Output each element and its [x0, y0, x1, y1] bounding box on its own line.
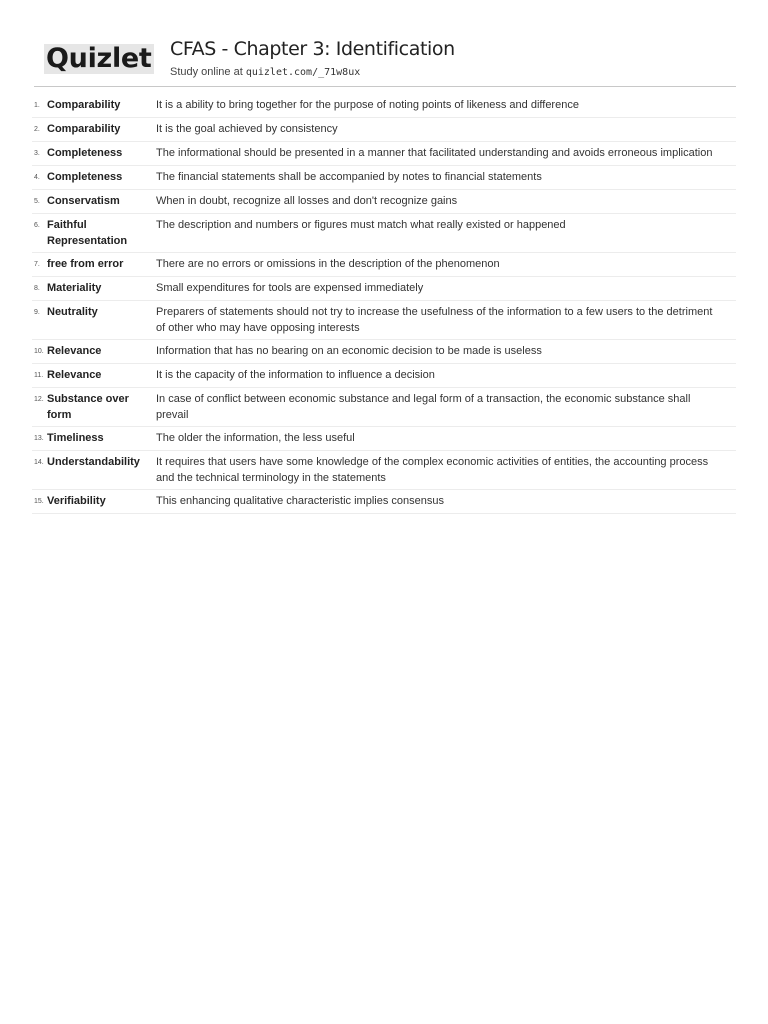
term-row [32, 388, 736, 427]
term-name: Materiality [47, 282, 102, 294]
term-definition: It is a ability to bring together for the purpose of noting points of likeness and difference [156, 99, 579, 111]
term-definition: It is the capacity of the information to influence a decision [156, 369, 435, 381]
term-name: Substance over form [47, 393, 129, 421]
term-number: 3. [34, 150, 40, 157]
term-definition: The older the information, the less useful [156, 432, 355, 444]
term-definition: Preparers of statements should not try to increase the usefulness of the information to a few users to the detriment of other who may have opposing interests [156, 306, 713, 334]
term-name: Completeness [47, 171, 123, 183]
study-online-label: Study online at [170, 66, 246, 78]
term-definition: The financial statements shall be accompanied by notes to financial statements [156, 171, 542, 183]
term-row [32, 118, 736, 142]
term-name: Relevance [47, 369, 102, 381]
term-row [32, 253, 736, 277]
term-row [32, 451, 736, 490]
term-name: Relevance [47, 345, 102, 357]
term-definition: It is the goal achieved by consistency [156, 123, 338, 135]
term-definition: When in doubt, recognize all losses and don't recognize gains [156, 195, 458, 207]
term-number: 13. [34, 435, 44, 442]
term-number: 8. [34, 285, 40, 292]
term-number: 9. [34, 309, 40, 316]
term-row [32, 277, 736, 301]
term-definition: In case of conflict between economic substance and legal form of a transaction, the economic substance shall prevail [156, 393, 691, 421]
term-definition: The description and numbers or figures must match what really existed or happened [156, 219, 566, 231]
term-definition: Information that has no bearing on an economic decision to be made is useless [156, 345, 542, 357]
term-row [32, 301, 736, 340]
study-url-link[interactable]: quizlet.com/_71w8ux [245, 67, 361, 78]
term-name: Faithful Representation [47, 219, 128, 247]
term-name: Neutrality [47, 306, 98, 318]
term-name: Timeliness [47, 432, 104, 444]
term-name: Verifiability [47, 495, 106, 507]
term-definition: Small expenditures for tools are expensed immediately [156, 282, 424, 294]
term-number: 7. [34, 261, 40, 268]
term-number: 6. [34, 222, 40, 229]
term-number: 11. [34, 372, 44, 379]
term-number: 5. [34, 198, 40, 205]
term-definition: It requires that users have some knowledge of the complex economic activities of entities, the accounting process and the technical terminology in the statements [156, 456, 709, 484]
term-row [32, 427, 736, 451]
terms-list [32, 94, 736, 514]
term-name: Comparability [47, 99, 121, 111]
page-title: CFAS - Chapter 3: Identification [170, 38, 455, 60]
term-number: 1. [34, 102, 40, 109]
term-definition: This enhancing qualitative characteristic implies consensus [156, 495, 444, 507]
term-row [32, 340, 736, 364]
term-row [32, 190, 736, 214]
term-row [32, 94, 736, 118]
term-number: 4. [34, 174, 40, 181]
term-name: Conservatism [47, 195, 120, 207]
term-definition: The informational should be presented in a manner that facilitated understanding and avoids erroneous implication [156, 147, 713, 159]
term-row [32, 214, 736, 253]
term-definition: There are no errors or omissions in the description of the phenomenon [156, 258, 500, 270]
term-number: 14. [34, 459, 44, 466]
term-row [32, 490, 736, 514]
term-number: 12. [34, 396, 44, 403]
study-online-line [170, 66, 360, 78]
term-row [32, 364, 736, 388]
term-number: 2. [34, 126, 40, 133]
term-row [32, 166, 736, 190]
term-name: Understandability [47, 456, 140, 468]
term-row [32, 142, 736, 166]
term-number: 15. [34, 498, 44, 505]
term-number: 10. [34, 348, 44, 355]
term-name: Comparability [47, 123, 121, 135]
document-header [34, 32, 736, 87]
term-name: free from error [47, 258, 124, 270]
quizlet-logo: Quizlet [46, 43, 152, 74]
term-name: Completeness [47, 147, 123, 159]
